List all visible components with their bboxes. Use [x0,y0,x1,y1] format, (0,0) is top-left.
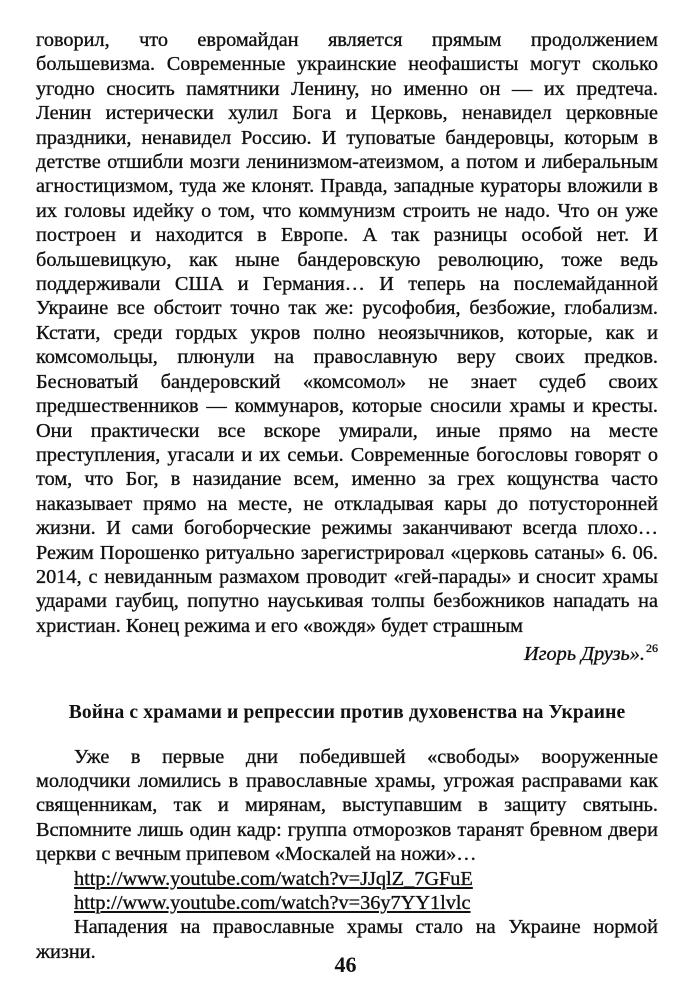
quote-paragraph: говорил, что евромайдан является прямым продолжением большевизма. Современные украинские неофашисты могут сколько угодно сносить памятники Ленину, но именно он — их предтеча. Ленин истерически хулил Бога и Церковь, ненавидел церковные праздники, ненавидел Россию. И туповатые бандеровцы, которым в детстве отшибли мозги ленинизмом-атеизмом, а потом и либеральным агностицизмом, туда же клонят. Правда, западные кураторы вложили в их головы идейку о том, что коммунизм строить не надо. Что он уже построен и находится в Европе. А так разницы особой нет. И большевицкую, как ныне бандеровскую революцию, тоже ведь поддерживали США и Германия… И теперь на послемайданной Украине все обстоит точно так же: русофобия, безбожие, глобализм. Кстати, среди гордых укров полно неоязычников, которые, как и комсомольцы, плюнули на православную веру своих предков. Бесноватый бандеровский «комсомол» не знает судеб своих предшественников — коммунаров, которые сносили храмы и кресты. Они практически все вскоре умирали, иные прямо на месте преступления, угасали и их семьи. Современные богословы говорят о том, что Бог, в назидание всем, именно за грех кощунства часто наказывает прямо на месте, не откладывая кары до потусторонней жизни. И сами богоборческие режимы заканчивают всегда плохо… Режим Порошенко ритуально зарегистрировал «церковь сатаны» 6. 06. 2014, с невиданным размахом проводит «гей-парады» и сносит храмы ударами гаубиц, попутно науськивая толпы безбожников нападать на христиан. Конец режима и его «вождя» будет страшным [36,29,658,637]
page-number: 46 [334,952,357,977]
section-body [36,745,658,965]
youtube-link-2[interactable]: http://www.youtube.com/watch?v=36y7YY1lvlc [74,892,471,914]
footnote-marker: 26 [646,641,658,656]
youtube-link-1[interactable]: http://www.youtube.com/watch?v=JJqlZ_7GFuE [74,867,473,890]
quote-author: Игорь Друзь». [523,643,645,666]
book-page [36,28,658,964]
quote-signature [36,642,658,666]
section-intro-paragraph: Уже в первые дни победившей «свободы» вооруженные молодчики ломились в православные храмы, угрожая расправами как священникам, так и мирянам, выступавшим в защиту святынь. Вспомните лишь один кадр: группа отморозков таранят бревном двери церкви с вечным припевом «Москалей на ножи»… [36,745,658,866]
section-closing-paragraph: Нападения на православные храмы стало на Украине нормой жизни. [36,916,658,963]
section-heading: Война с храмами и репрессии против духовенства на Украине [68,701,626,723]
